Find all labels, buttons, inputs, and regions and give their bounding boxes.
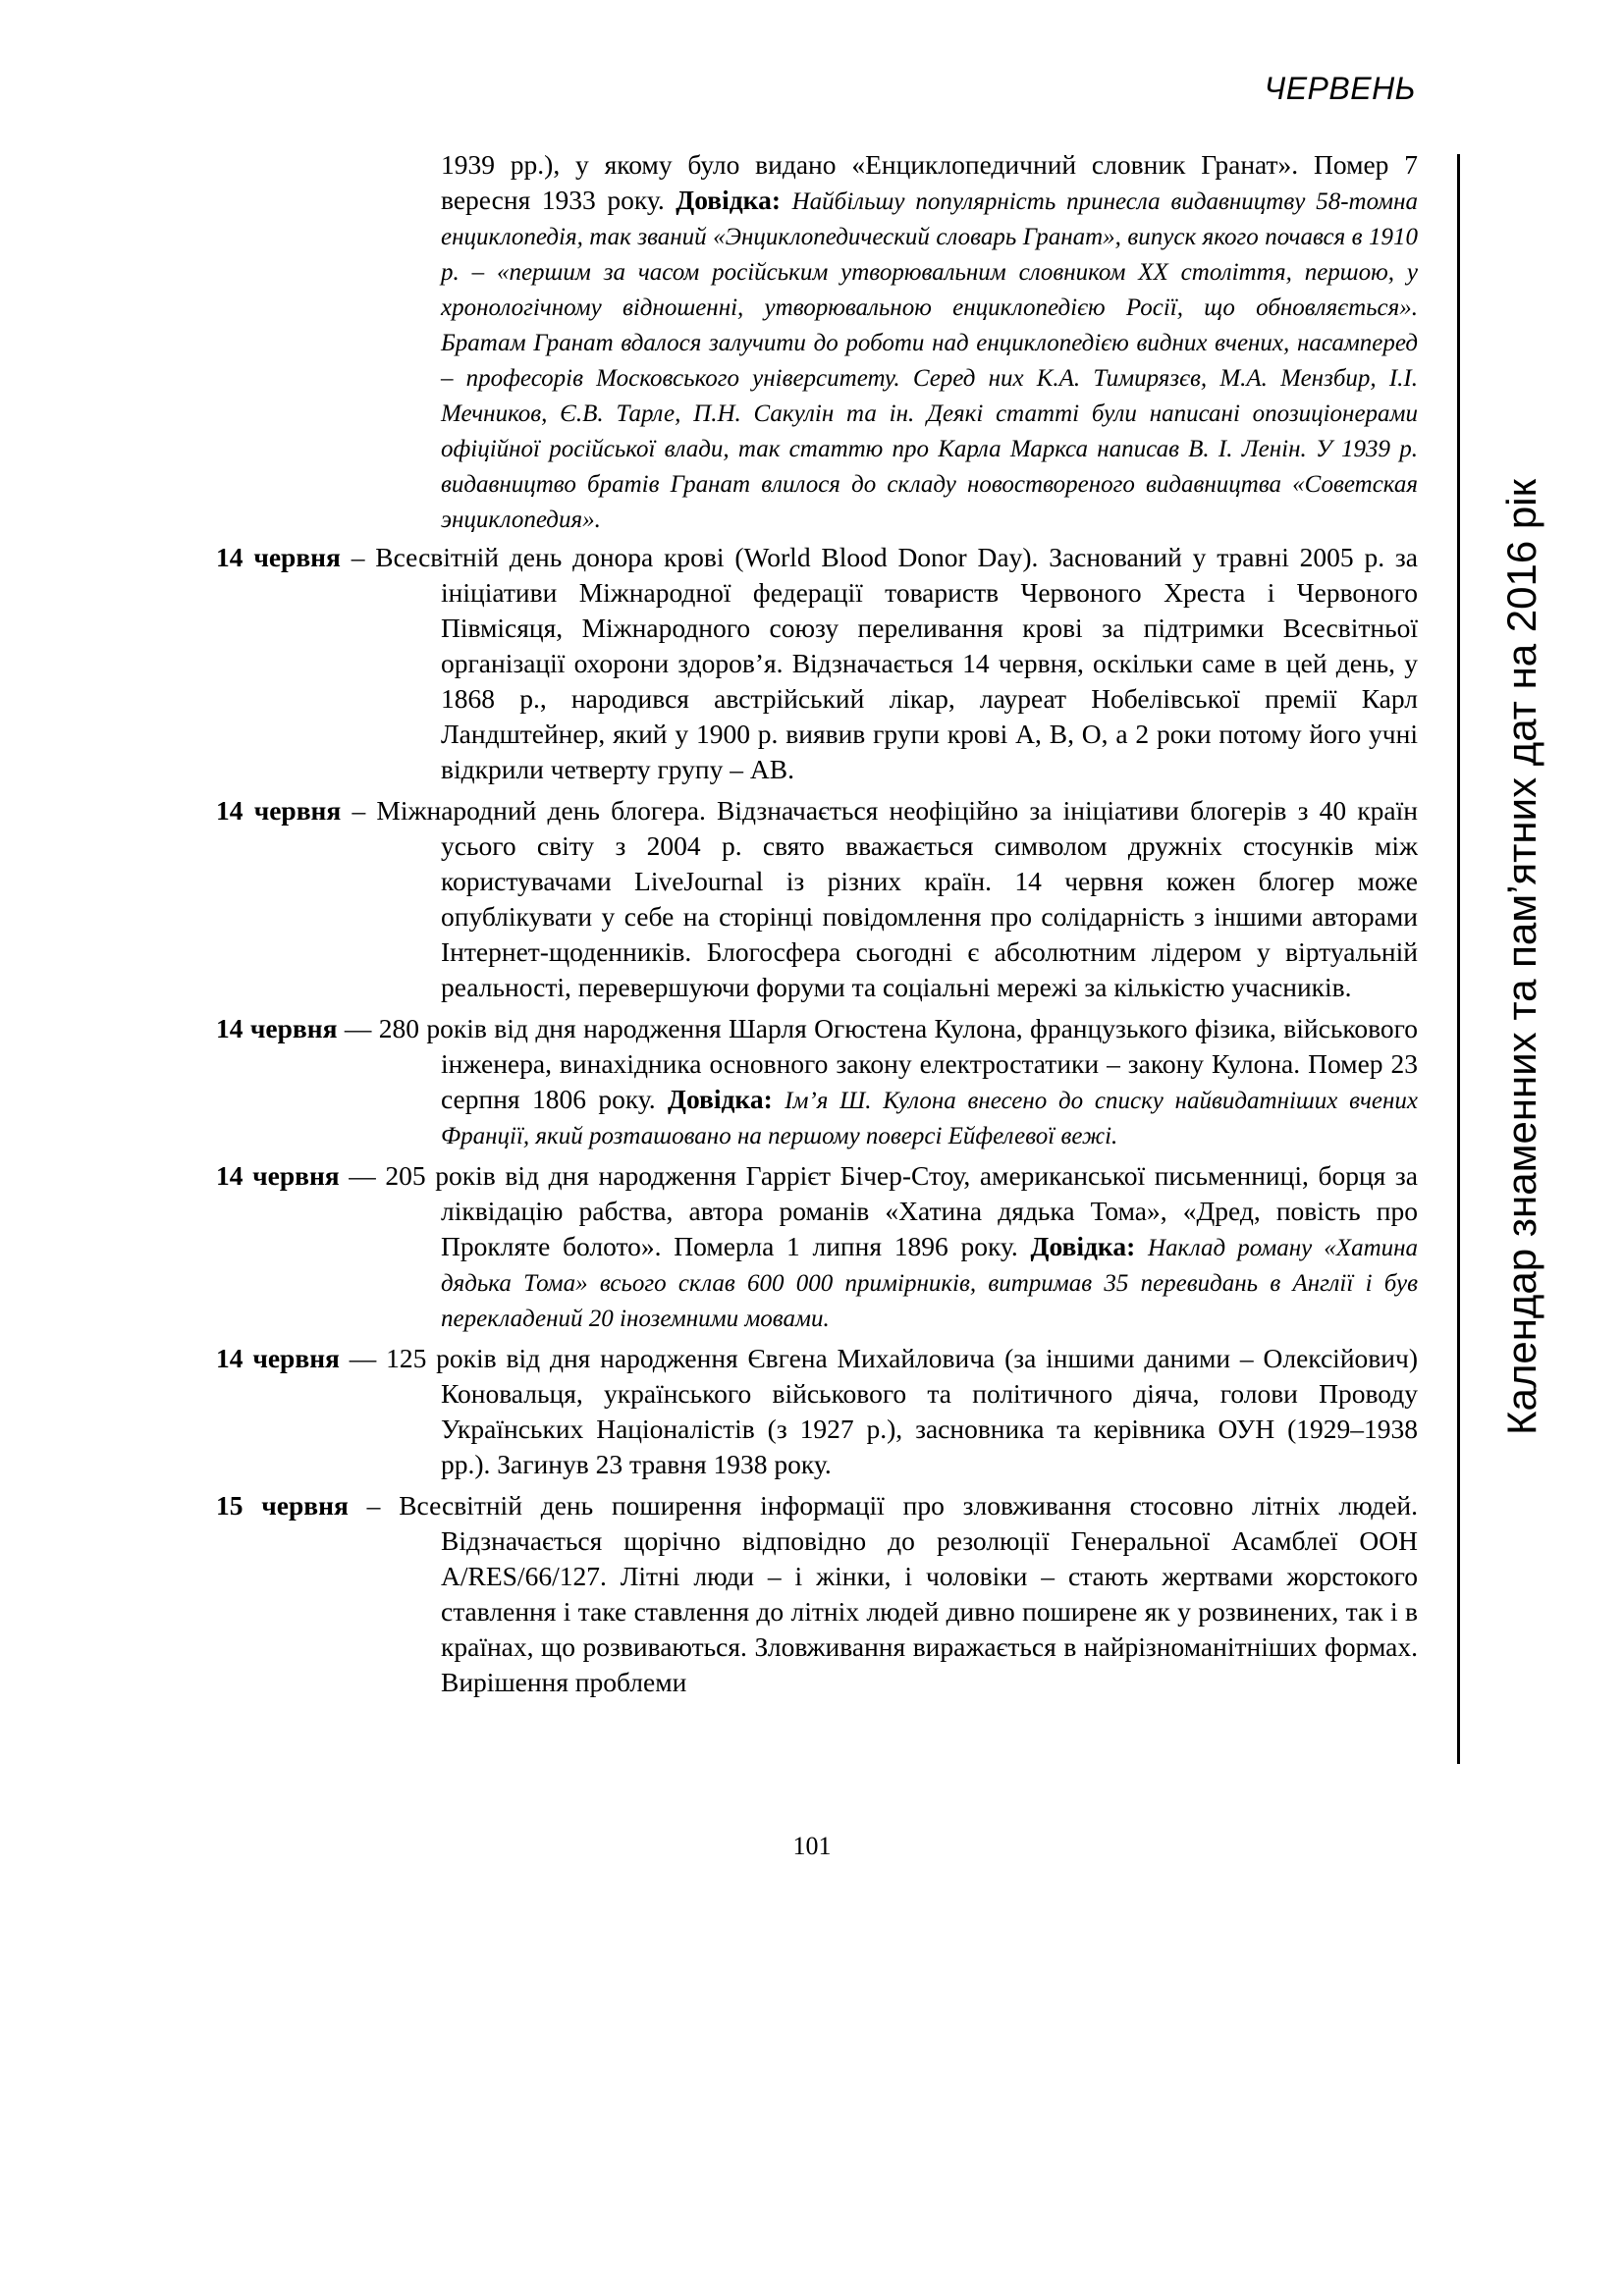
entry-text: 280 років від дня народження Шарля Огюстена Кулона, французького фізика, військового інженера, винахідника основного закону електростатики – закону Кулона. Помер 23 серпня 1806 року. (378, 1013, 1418, 1114)
entry-separator: – (340, 542, 376, 572)
calendar-entry (216, 1488, 1418, 1700)
entry-date: 14 червня (216, 795, 342, 826)
reference-note: Ім’я Ш. Кулона внесено до списку найвидатніших вчених Франції, який розташовано на першому поверсі Ейфелевої вежі. (441, 1088, 1419, 1149)
entry-date: 14 червня (216, 1343, 340, 1373)
reference-label: Довідка: (676, 185, 782, 215)
entry-text: Всесвітній день донора крові (World Blood Donor Day). Заснований у травні 2005 р. за ініціативи Міжнародної федерації товариств Червоного Хреста і Червоного Півмісяця, Міжнародного союзу переливання крові за підтримки Всесвітньої організації охорони здоров’я. Відзначається 14 червня, оскільки саме в цей день, у 1868 р., народився австрійський лікар, лауреат Нобелівської премії Карл Ландштейнер, який у 1900 р. виявив групи крові А, В, О, а 2 роки потому його учні відкрили четверту групу – АВ. (375, 542, 1418, 784)
page-number: 101 (792, 1832, 832, 1860)
entry-date: 15 червня (216, 1490, 349, 1521)
calendar-entry (216, 1158, 1418, 1335)
reference-note: Найбільшу популярність принесла видавництву 58-томна енциклопедія, так званий «Энциклопедический словарь Гранат», випуск якого почався в 1910 р. – «першим за часом російським утворювальним словником XX століття, першою, у хронологічному відношенні, утворювальною енциклопедією Росії, що обновляється». Братам Гранат вдалося залучити до роботи над енциклопедією видних вчених, насамперед – професорів Московського університету. Серед них К.А. Тимирязєв, М.А. Мензбир, І.І. Мечников, Є.В. Тарле, П.Н. Сакулін та ін. Деякі статті були написані опозиціонерами офіційної російської влади, так статтю про Карла Маркса написав В. І. Ленін. У 1939 р. видавництво братів Гранат влилося до складу новоствореного видавництва «Советская энциклопедия». (441, 188, 1419, 533)
continuation-text: 1939 рр.), у якому було видано «Енциклопедичний словник Гранат». Помер 7 вересня 1933 року. (441, 149, 1418, 215)
entry-text: 125 років від дня народження Євгена Михайловича (за іншими даними – Олексійович) Коновальця, українського військового та політичного діяча, голови Проводу Українських Націоналістів (з 1927 р.), засновника та керівника ОУН (1929–1938 рр.). Загинув 23 травня 1938 року. (386, 1343, 1418, 1479)
reference-label: Довідка: (1030, 1231, 1136, 1261)
entry-separator: — (339, 1343, 387, 1373)
calendar-entry (216, 540, 1418, 787)
entry-separator: — (337, 1013, 379, 1043)
reference-note: Наклад роману «Хатина дядька Тома» всього склав 600 000 примірників, витримав 35 перевидань в Англії і був перекладений 20 іноземними мовами. (441, 1235, 1419, 1332)
entry-separator: – (341, 795, 377, 826)
side-rule (1457, 154, 1460, 1764)
side-title: Календар знаменних та пам’ятних дат на 2016 рік (1498, 479, 1544, 1435)
entry-text: Міжнародний день блогера. Відзначається неофіційно за ініціативи блогерів з 40 країн усього світу з 2004 р. свято вважається символом дружніх стосунків між користувачами LiveJournal із різних країн. 14 червня кожен блогер може опублікувати у себе на сторінці повідомлення про солідарність з іншими авторами Інтернет-щоденників. Блогосфера сьогодні є абсолютним лідером у віртуальній реальності, перевершуючи форуми та соціальні мережі за кількістю учасників. (376, 795, 1418, 1002)
entry-date: 14 червня (216, 542, 341, 572)
entry-separator: — (339, 1160, 386, 1191)
reference-label: Довідка: (668, 1084, 773, 1114)
entry-separator: – (348, 1490, 400, 1521)
running-header: ЧЕРВЕНЬ (1264, 71, 1416, 106)
page-content (216, 147, 1418, 1706)
entry-date: 14 червня (216, 1013, 338, 1043)
calendar-entry (216, 793, 1418, 1005)
entry-text: 205 років від дня народження Гаррієт Бічер-Стоу, американської письменниці, борця за ліквідацію рабства, автора романів «Хатина дядька Тома», «Дред, повість про Прокляте болото». Померла 1 липня 1896 року. (385, 1160, 1418, 1261)
entry-date: 14 червня (216, 1160, 340, 1191)
entry-text: Всесвітній день поширення інформації про зловживання стосовно літніх людей. Відзначається щорічно відповідно до резолюції Генеральної Асамблеї ООН A/RES/66/127. Літні люди – і жінки, і чоловіки – стають жертвами жорстокого ставлення і таке ставлення до літніх людей дивно поширене як у розвинених, так і в країнах, що розвиваються. Зловживання виражається в найрізноманітніших формах. Вирішення проблеми (399, 1490, 1419, 1697)
calendar-entry (216, 1341, 1418, 1482)
continuation-paragraph (216, 147, 1418, 536)
calendar-entry (216, 1011, 1418, 1152)
